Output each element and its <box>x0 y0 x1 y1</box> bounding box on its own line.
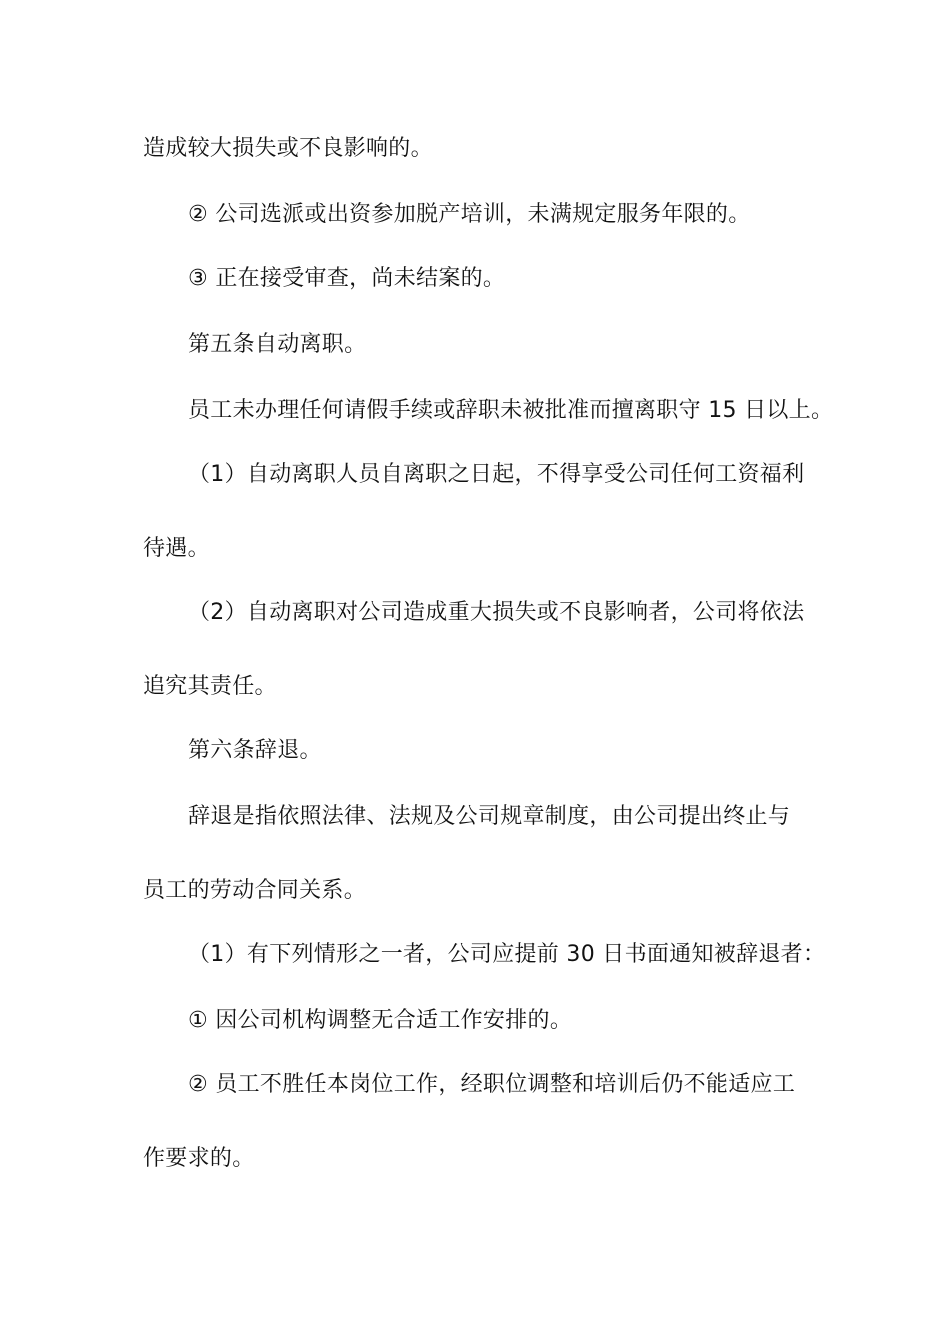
section-heading: 第五条自动离职。 <box>188 332 367 357</box>
text-line: 造成较大损失或不良影响的。 <box>143 136 433 161</box>
text-line: ② 员工不胜任本岗位工作，经职位调整和培训后仍不能适应工 <box>188 1072 796 1097</box>
text-line: ① 因公司机构调整无合适工作安排的。 <box>188 1008 573 1033</box>
text-line: （1）有下列情形之一者，公司应提前 30 日书面通知被辞退者： <box>188 942 826 967</box>
text-line: （2）自动离职对公司造成重大损失或不良影响者，公司将依法 <box>188 600 805 625</box>
text-line: 员工未办理任何请假手续或辞职未被批准而擅离职守 15 日以上。 <box>188 398 834 423</box>
text-line: 追究其责任。 <box>143 674 277 699</box>
text-line: 辞退是指依照法律、法规及公司规章制度，由公司提出终止与 <box>188 804 791 829</box>
text-line: ③ 正在接受审查，尚未结案的。 <box>188 266 506 291</box>
text-line: 待遇。 <box>143 536 210 561</box>
text-line: 作要求的。 <box>143 1146 255 1171</box>
text-line: ② 公司选派或出资参加脱产培训，未满规定服务年限的。 <box>188 202 751 227</box>
text-line: 员工的劳动合同关系。 <box>143 878 367 903</box>
section-heading: 第六条辞退。 <box>188 738 322 763</box>
text-line: （1）自动离职人员自离职之日起，不得享受公司任何工资福利 <box>188 462 805 487</box>
